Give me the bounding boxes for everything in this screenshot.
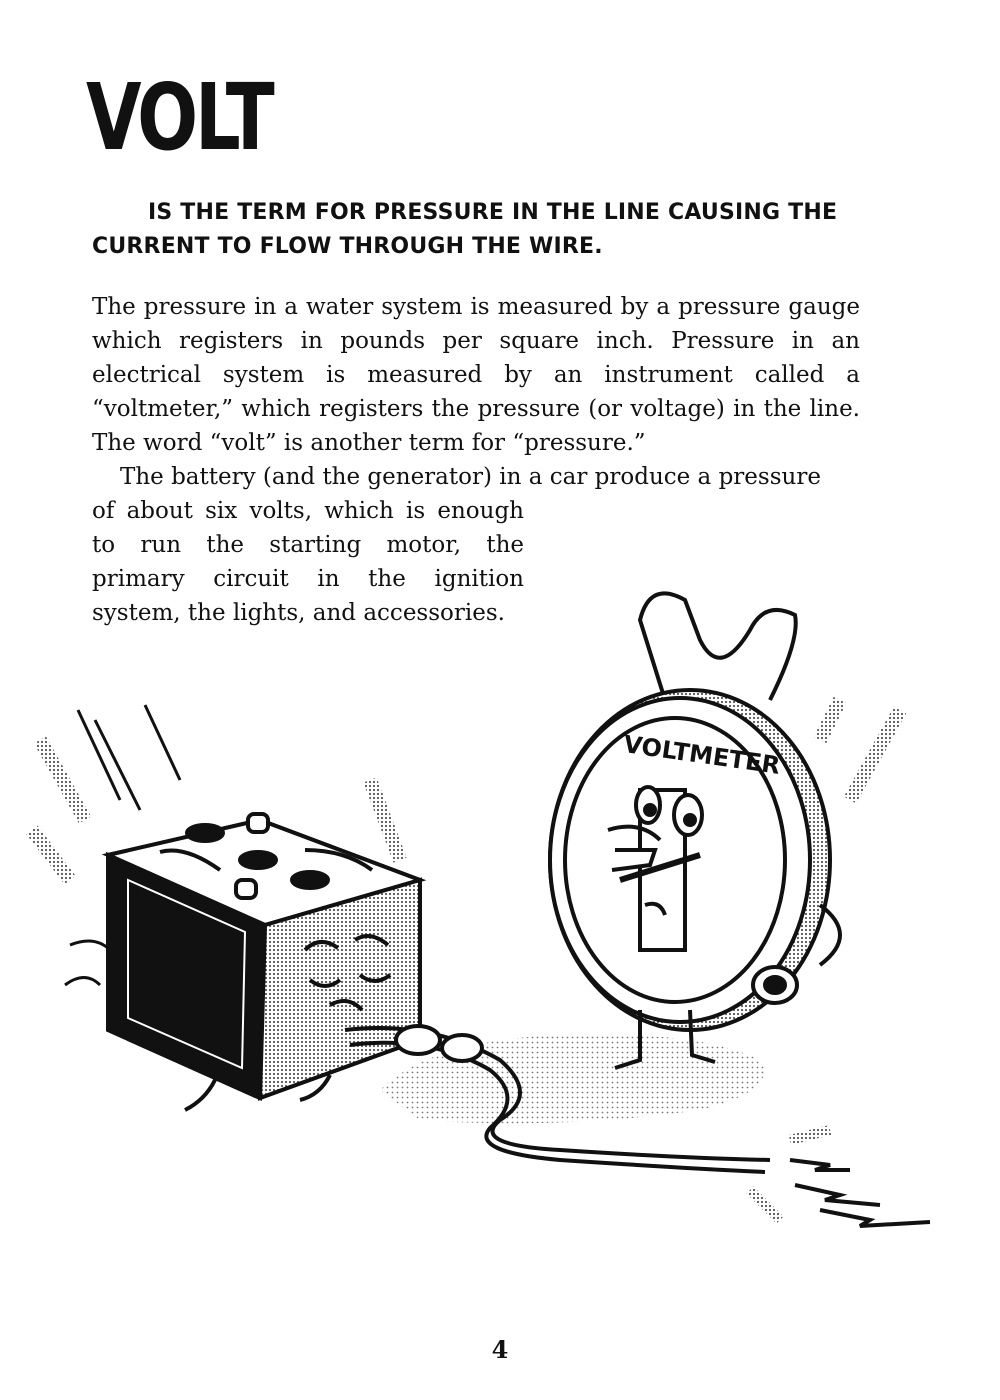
paragraph-2: The battery (and the generator) in a car produce a pressure	[120, 464, 821, 490]
voltmeter-label: VOLTMETER	[621, 730, 782, 780]
paragraph-1: The pressure in a water system is measured by a pressure gauge which registers in pounds per square inch. Pressure in an electrical system is measured by an instrument called a “voltmeter,” which registers the pressure (or voltage) in the line. The word “volt” is another term for “pressure.”	[92, 294, 860, 456]
voltmeter-character	[550, 593, 840, 1068]
battery-character	[108, 814, 420, 1110]
lead-heading: IS THE TERM FOR PRESSURE IN THE LINE CAUSING THE CURRENT TO FLOW THROUGH THE WIRE.	[92, 200, 838, 259]
page-title: VOLT	[86, 64, 272, 171]
page-number: 4	[491, 1335, 509, 1364]
battery-voltmeter-illustration	[0, 560, 1000, 1260]
paragraph-3: of about six volts, which is enough to run the starting motor, the primary circuit in the ignition system, the lights, and accessories.	[92, 498, 524, 626]
spark-lines	[750, 1130, 930, 1226]
